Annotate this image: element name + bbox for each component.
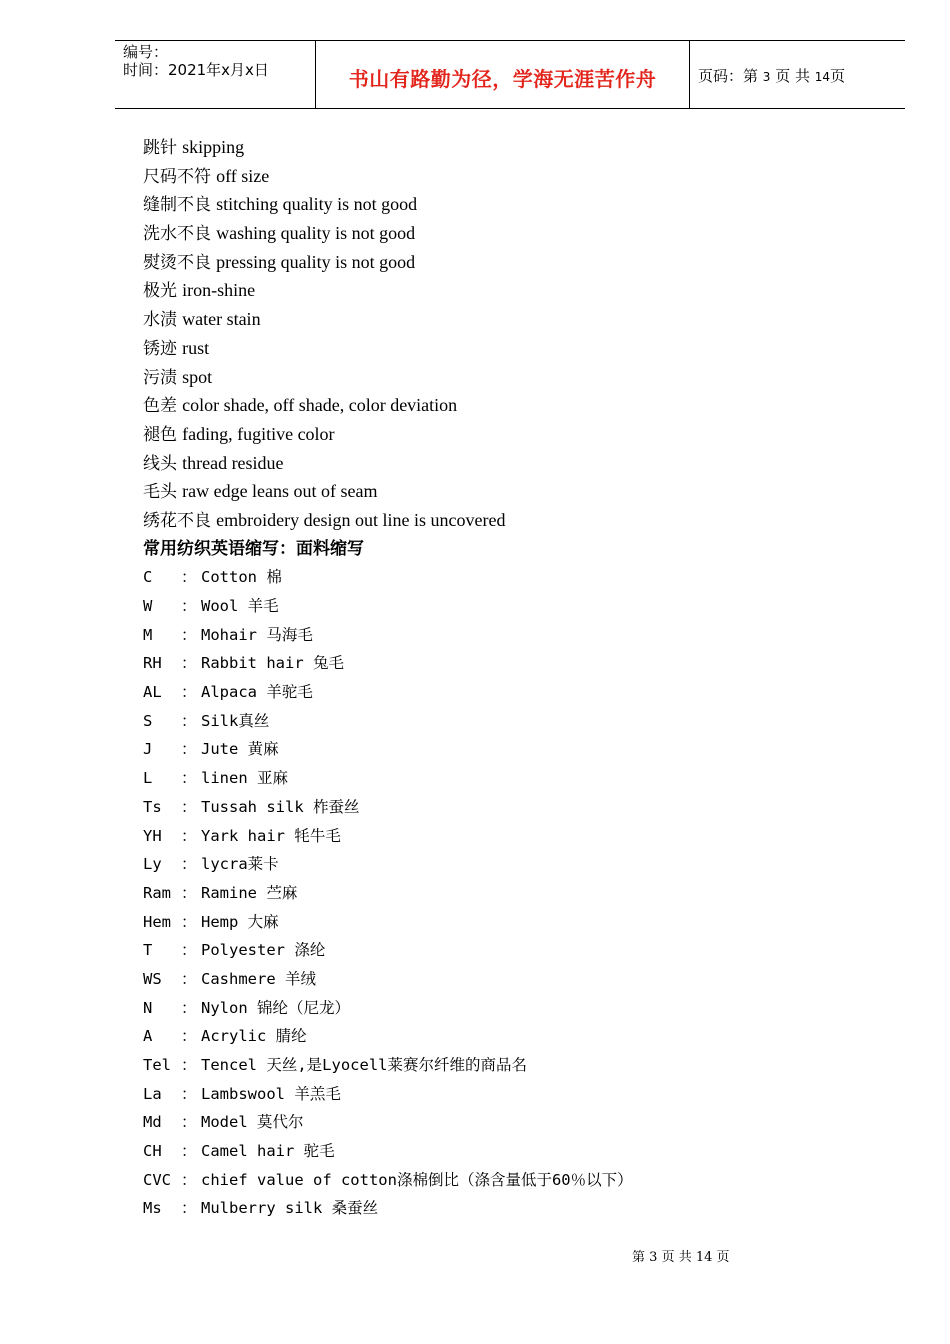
abbreviation-row xyxy=(143,678,633,707)
separator-colon: ： xyxy=(181,683,197,702)
abbreviation-row xyxy=(143,908,633,937)
separator-colon: ： xyxy=(181,597,197,615)
defect-term-row xyxy=(143,449,633,478)
abbreviation-code: La xyxy=(143,1084,162,1103)
abbreviation-row xyxy=(143,1022,633,1051)
footer-prefix: 第 xyxy=(632,1250,646,1265)
header-page-info xyxy=(698,65,845,86)
term-english: color shade, off shade, color deviation xyxy=(182,395,458,416)
separator-colon: ： xyxy=(181,1170,197,1189)
abbreviation-row xyxy=(143,793,633,822)
term-english: fading, fugitive color xyxy=(182,423,335,444)
term-chinese: 线头 xyxy=(143,453,177,474)
abbreviation-row xyxy=(143,1194,633,1223)
term-chinese: 水渍 xyxy=(143,310,177,331)
term-english: iron-shine xyxy=(182,280,256,301)
defect-term-list xyxy=(143,133,633,535)
term-chinese: 绣花不良 xyxy=(143,510,211,531)
abbreviation-meaning: Wool 羊毛 xyxy=(201,597,279,615)
abbreviation-code: WS xyxy=(143,969,162,988)
term-english: pressing quality is not good xyxy=(216,251,416,272)
abbreviation-meaning: linen 亚麻 xyxy=(201,769,288,788)
page-number: 3 xyxy=(762,70,771,84)
separator-colon: ： xyxy=(181,1084,197,1103)
page-footer xyxy=(632,1246,730,1265)
separator-colon: ： xyxy=(181,912,197,931)
abbreviation-code: Hem xyxy=(143,912,171,931)
separator-colon: ： xyxy=(181,826,197,845)
term-english: thread residue xyxy=(182,452,284,473)
abbreviation-code: YH xyxy=(143,826,162,845)
abbreviation-meaning: Silk真丝 xyxy=(201,711,270,730)
abbreviation-row xyxy=(143,621,633,650)
abbreviation-code: A xyxy=(143,1027,153,1046)
defect-term-row xyxy=(143,477,633,506)
abbreviation-row xyxy=(143,965,633,994)
abbreviation-meaning: Ramine 苎麻 xyxy=(201,883,298,902)
separator-colon: ： xyxy=(181,1027,197,1046)
defect-term-row xyxy=(143,133,633,162)
separator-colon: ： xyxy=(181,740,197,759)
abbreviation-row xyxy=(143,1051,633,1080)
document-body xyxy=(143,133,633,1223)
section-heading: 常用纺织英语缩写：面料缩写 xyxy=(143,538,364,559)
abbreviation-row xyxy=(143,879,633,908)
term-chinese: 缝制不良 xyxy=(143,195,211,216)
abbreviation-meaning: Nylon 锦纶（尼龙） xyxy=(201,998,350,1017)
separator-colon: ： xyxy=(181,1199,197,1218)
term-english: stitching quality is not good xyxy=(216,194,418,215)
abbreviation-code: Md xyxy=(143,1113,162,1132)
abbreviation-meaning: Cotton 棉 xyxy=(201,568,282,587)
defect-term-row xyxy=(143,190,633,219)
page-total: 14 xyxy=(814,70,831,84)
page-header xyxy=(115,40,905,109)
abbreviation-code: Ts xyxy=(143,797,162,816)
abbreviation-row xyxy=(143,1108,633,1137)
abbreviation-code: C xyxy=(143,568,153,587)
term-chinese: 锈迹 xyxy=(143,338,177,359)
abbreviation-code: M xyxy=(143,625,153,644)
separator-colon: ： xyxy=(181,568,197,587)
abbreviation-row xyxy=(143,850,633,879)
separator-colon: ： xyxy=(181,654,197,673)
separator-colon: ： xyxy=(181,1056,197,1074)
abbreviation-meaning: Polyester 涤纶 xyxy=(201,941,326,960)
term-chinese: 跳针 xyxy=(143,138,177,158)
term-english: spot xyxy=(182,366,213,387)
term-chinese: 尺码不符 xyxy=(143,166,211,187)
abbreviation-list xyxy=(143,563,633,1223)
separator-colon: ： xyxy=(181,969,197,988)
defect-term-row xyxy=(143,219,633,248)
abbreviation-meaning: Yark hair 牦牛毛 xyxy=(201,826,341,845)
abbreviation-code: N xyxy=(143,998,153,1017)
abbreviation-code: S xyxy=(143,711,153,730)
separator-colon: ： xyxy=(181,769,197,788)
term-chinese: 污渍 xyxy=(143,367,177,388)
term-chinese: 洗水不良 xyxy=(143,224,211,245)
abbreviation-code: J xyxy=(143,740,153,759)
abbreviation-meaning: Model 莫代尔 xyxy=(201,1113,304,1132)
separator-colon: ： xyxy=(181,1113,197,1132)
abbreviation-meaning: Jute 黄麻 xyxy=(201,740,279,759)
separator-colon: ： xyxy=(181,1142,197,1161)
defect-term-row xyxy=(143,334,633,363)
term-english: raw edge leans out of seam xyxy=(182,481,378,502)
defect-term-row xyxy=(143,305,633,334)
term-english: washing quality is not good xyxy=(216,223,416,244)
term-chinese: 极光 xyxy=(143,281,177,302)
defect-term-row xyxy=(143,506,633,535)
defect-term-row xyxy=(143,420,633,449)
abbreviation-code: CH xyxy=(143,1142,162,1161)
abbreviation-code: W xyxy=(143,597,153,615)
time-label: 时间：2021年x月x日 xyxy=(123,61,269,79)
abbreviation-row xyxy=(143,1080,633,1109)
separator-colon: ： xyxy=(181,998,197,1017)
abbreviation-row xyxy=(143,764,633,793)
separator-colon: ： xyxy=(181,941,197,960)
abbreviation-row xyxy=(143,563,633,592)
term-english: off size xyxy=(216,165,270,186)
page-mid: 页 共 xyxy=(775,67,810,85)
separator-colon: ： xyxy=(181,711,197,730)
term-chinese: 熨烫不良 xyxy=(143,252,211,273)
separator-colon: ： xyxy=(181,797,197,816)
abbreviation-code: CVC xyxy=(143,1170,171,1189)
abbreviation-meaning: Acrylic 腈纶 xyxy=(201,1027,307,1046)
abbreviation-row xyxy=(143,649,633,678)
abbreviation-meaning: chief value of cotton涤棉倒比（涤含量低于60％以下） xyxy=(201,1170,633,1189)
abbreviation-meaning: Tencel 天丝,是Lyocell莱赛尔纤维的商品名 xyxy=(201,1056,527,1074)
term-chinese: 毛头 xyxy=(143,482,177,503)
abbreviation-meaning: Rabbit hair 兔毛 xyxy=(201,654,344,673)
footer-suffix: 页 xyxy=(716,1250,730,1265)
abbreviation-code: L xyxy=(143,769,153,788)
term-english: skipping xyxy=(182,137,245,157)
page-prefix: 页码：第 xyxy=(698,67,759,85)
abbreviation-row xyxy=(143,1166,633,1195)
footer-page-total: 14 xyxy=(695,1250,713,1265)
abbreviation-code: T xyxy=(143,941,153,960)
term-english: embroidery design out line is uncovered xyxy=(216,509,506,530)
abbreviation-meaning: lycra莱卡 xyxy=(201,855,279,874)
abbreviation-code: Tel xyxy=(143,1056,171,1074)
abbreviation-row xyxy=(143,822,633,851)
abbreviation-code: AL xyxy=(143,683,162,702)
abbreviation-meaning: Mulberry silk 桑蚕丝 xyxy=(201,1199,379,1218)
abbreviation-meaning: Tussah silk 柞蚕丝 xyxy=(201,797,360,816)
abbreviation-code: Ly xyxy=(143,855,162,874)
separator-colon: ： xyxy=(181,625,197,644)
code-label: 编号： xyxy=(123,43,169,61)
abbreviation-meaning: Hemp 大麻 xyxy=(201,912,279,931)
abbreviation-row xyxy=(143,1137,633,1166)
defect-term-row xyxy=(143,363,633,392)
term-chinese: 褪色 xyxy=(143,424,177,445)
abbreviation-row xyxy=(143,592,633,621)
abbreviation-row xyxy=(143,707,633,736)
separator-colon: ： xyxy=(181,855,197,874)
separator-colon: ： xyxy=(181,883,197,902)
defect-term-row xyxy=(143,248,633,277)
abbreviation-row xyxy=(143,994,633,1023)
footer-mid: 页 共 xyxy=(661,1250,692,1265)
header-motto: 书山有路勤为径，学海无涯苦作舟 xyxy=(348,67,657,91)
header-divider xyxy=(689,41,690,108)
abbreviation-code: Ram xyxy=(143,883,171,902)
abbreviation-meaning: Cashmere 羊绒 xyxy=(201,969,316,988)
term-english: rust xyxy=(182,337,210,358)
abbreviation-meaning: Alpaca 羊驼毛 xyxy=(201,683,313,702)
page-suffix: 页 xyxy=(830,67,846,85)
defect-term-row xyxy=(143,162,633,191)
abbreviation-row xyxy=(143,735,633,764)
abbreviation-row xyxy=(143,936,633,965)
defect-term-row xyxy=(143,276,633,305)
abbreviation-meaning: Mohair 马海毛 xyxy=(201,625,313,644)
term-chinese: 色差 xyxy=(143,396,177,417)
abbreviation-meaning: Lambswool 羊羔毛 xyxy=(201,1084,341,1103)
footer-page-number: 3 xyxy=(649,1250,658,1265)
abbreviation-code: RH xyxy=(143,654,162,673)
defect-term-row xyxy=(143,391,633,420)
abbreviation-code: Ms xyxy=(143,1199,162,1218)
header-meta xyxy=(123,43,313,79)
abbreviation-meaning: Camel hair 驼毛 xyxy=(201,1142,335,1161)
term-english: water stain xyxy=(182,309,261,330)
